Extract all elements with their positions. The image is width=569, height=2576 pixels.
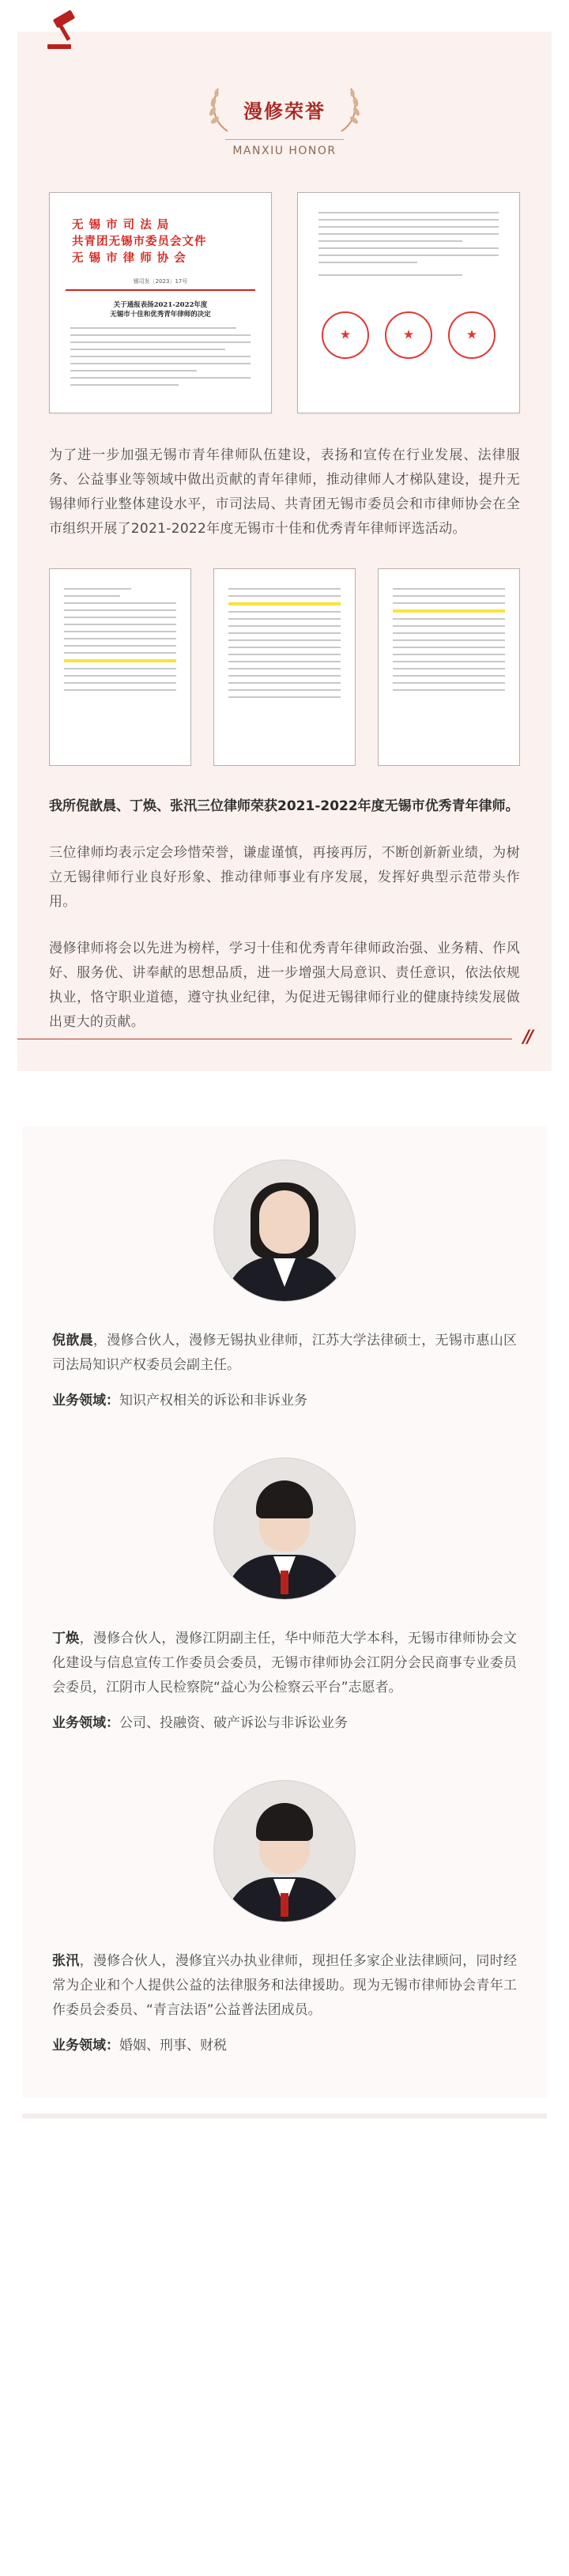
lawyer-bio-text: ，漫修合伙人，漫修无锡执业律师，江苏大学法律硕士，无锡市惠山区司法局知识产权委员会副主任。 (52, 1333, 518, 1373)
laurel-right-icon (337, 85, 364, 133)
paragraph-future: 漫修律师将会以先进为榜样，学习十佳和优秀青年律师政治强、业务精、作风好、服务优、讲奉献的思想品质，进一步增强大局意识、责任意识，依法依规执业，恪守职业道德，遵守执业纪律，为促进无锡律师行业的健康持续发展做出更大的贡献。 (49, 941, 520, 1030)
document-list-page (378, 568, 520, 766)
lawyer-profile (52, 1780, 517, 2058)
heading-divider (225, 139, 344, 140)
lawyer-bio (52, 1949, 517, 2023)
intro-paragraph: 为了进一步加强无锡市青年律师队伍建设，表扬和宣传在行业发展、法律服务、公益事业等领域中做出贡献的青年律师，推动律师人才梯队建设，提升无锡律师行业整体建设水平，市司法局、共青团无锡市委员会和市律师协会在全市组织开展了2021-2022年度无锡市十佳和优秀青年律师评选活动。 (49, 447, 520, 537)
official-seal (385, 311, 432, 359)
heading-subtitle: MANXIU HONOR (232, 145, 337, 157)
document-list-page (49, 568, 191, 766)
area-value: 婚姻、刑事、财税 (119, 2038, 227, 2054)
lawyer-profiles (22, 1126, 547, 2098)
header-line: 共青团无锡市委员会文件 (72, 235, 207, 248)
lawyer-practice-area (52, 1389, 517, 1413)
document-red-header (50, 193, 271, 266)
document-subject (50, 300, 271, 319)
avatar (213, 1780, 356, 1922)
document-number: 锡司发〔2023〕17号 (133, 278, 188, 285)
lawyer-practice-area (52, 2034, 517, 2058)
lawyer-bio (52, 1329, 517, 1378)
document-list-page (213, 568, 356, 766)
lawyer-name: 张汛 (52, 1953, 80, 1969)
lawyer-name: 丁焕 (52, 1631, 80, 1646)
avatar (213, 1458, 356, 1600)
subject-line: 关于通报表扬2021-2022年度 (113, 301, 208, 309)
award-statement: 我所倪歆晨、丁焕、张汛三位律师荣获2021-2022年度无锡市优秀青年律师。 (49, 798, 519, 814)
document-page-left (49, 192, 272, 413)
lawyer-profile (52, 1458, 517, 1736)
document-page-right (297, 192, 520, 413)
area-label: 业务领域： (52, 1715, 119, 1731)
document-image-triple (49, 568, 520, 766)
area-value: 公司、投融资、破产诉讼与非诉讼业务 (119, 1715, 348, 1731)
header-line: 无 锡 市 司 法 局 (72, 218, 170, 232)
header-line: 无 锡 市 律 师 协 会 (72, 251, 187, 265)
lawyer-bio-text: ，漫修合伙人，漫修宜兴办执业律师，现担任多家企业法律顾问，同时经常为企业和个人提供公益的法律服务和法律援助。现为无锡市律师协会青年工作委员会委员、“青言法语”公益普法团成员。 (52, 1953, 518, 2018)
subject-line: 无锡市十佳和优秀青年律师的决定 (110, 311, 211, 319)
area-value: 知识产权相关的诉讼和非诉业务 (119, 1393, 307, 1409)
official-seal (322, 311, 369, 359)
lawyer-practice-area (52, 1711, 517, 1736)
page-bottom-divider (22, 2114, 547, 2118)
lawyer-bio (52, 1627, 517, 1700)
document-body-lines (50, 319, 271, 386)
document-body-lines (298, 193, 519, 276)
document-red-rule (66, 289, 255, 291)
lawyer-name: 倪歆晨 (52, 1333, 93, 1348)
honor-card (17, 32, 552, 1071)
area-label: 业务领域： (52, 2038, 119, 2054)
area-label: 业务领域： (52, 1393, 119, 1409)
decor-slashes: // (522, 1028, 531, 1047)
gavel-icon (43, 9, 85, 52)
lawyer-bio-text: ，漫修合伙人，漫修江阴副主任，华中师范大学本科，无锡市律师协会文化建设与信息宣传工作委员会委员，无锡市律师协会江阴分会民商事专业委员会委员，江阴市人民检察院“益心为公检察云平台”志愿者。 (52, 1631, 518, 1695)
heading-title: 漫修荣誉 (243, 100, 326, 123)
laurel-left-icon (205, 85, 232, 133)
official-seal (448, 311, 496, 359)
paragraph-commitment: 三位律师均表示定会珍惜荣誉，谦虚谨慎，再接再厉，不断创新新业绩，为树立无锡律师行业良好形象、推动律师事业有序发展，发挥好典型示范带头作用。 (49, 845, 520, 910)
avatar (213, 1160, 356, 1302)
document-image-pair (49, 192, 520, 413)
lawyer-profile (52, 1160, 517, 1413)
section-heading (49, 70, 520, 157)
